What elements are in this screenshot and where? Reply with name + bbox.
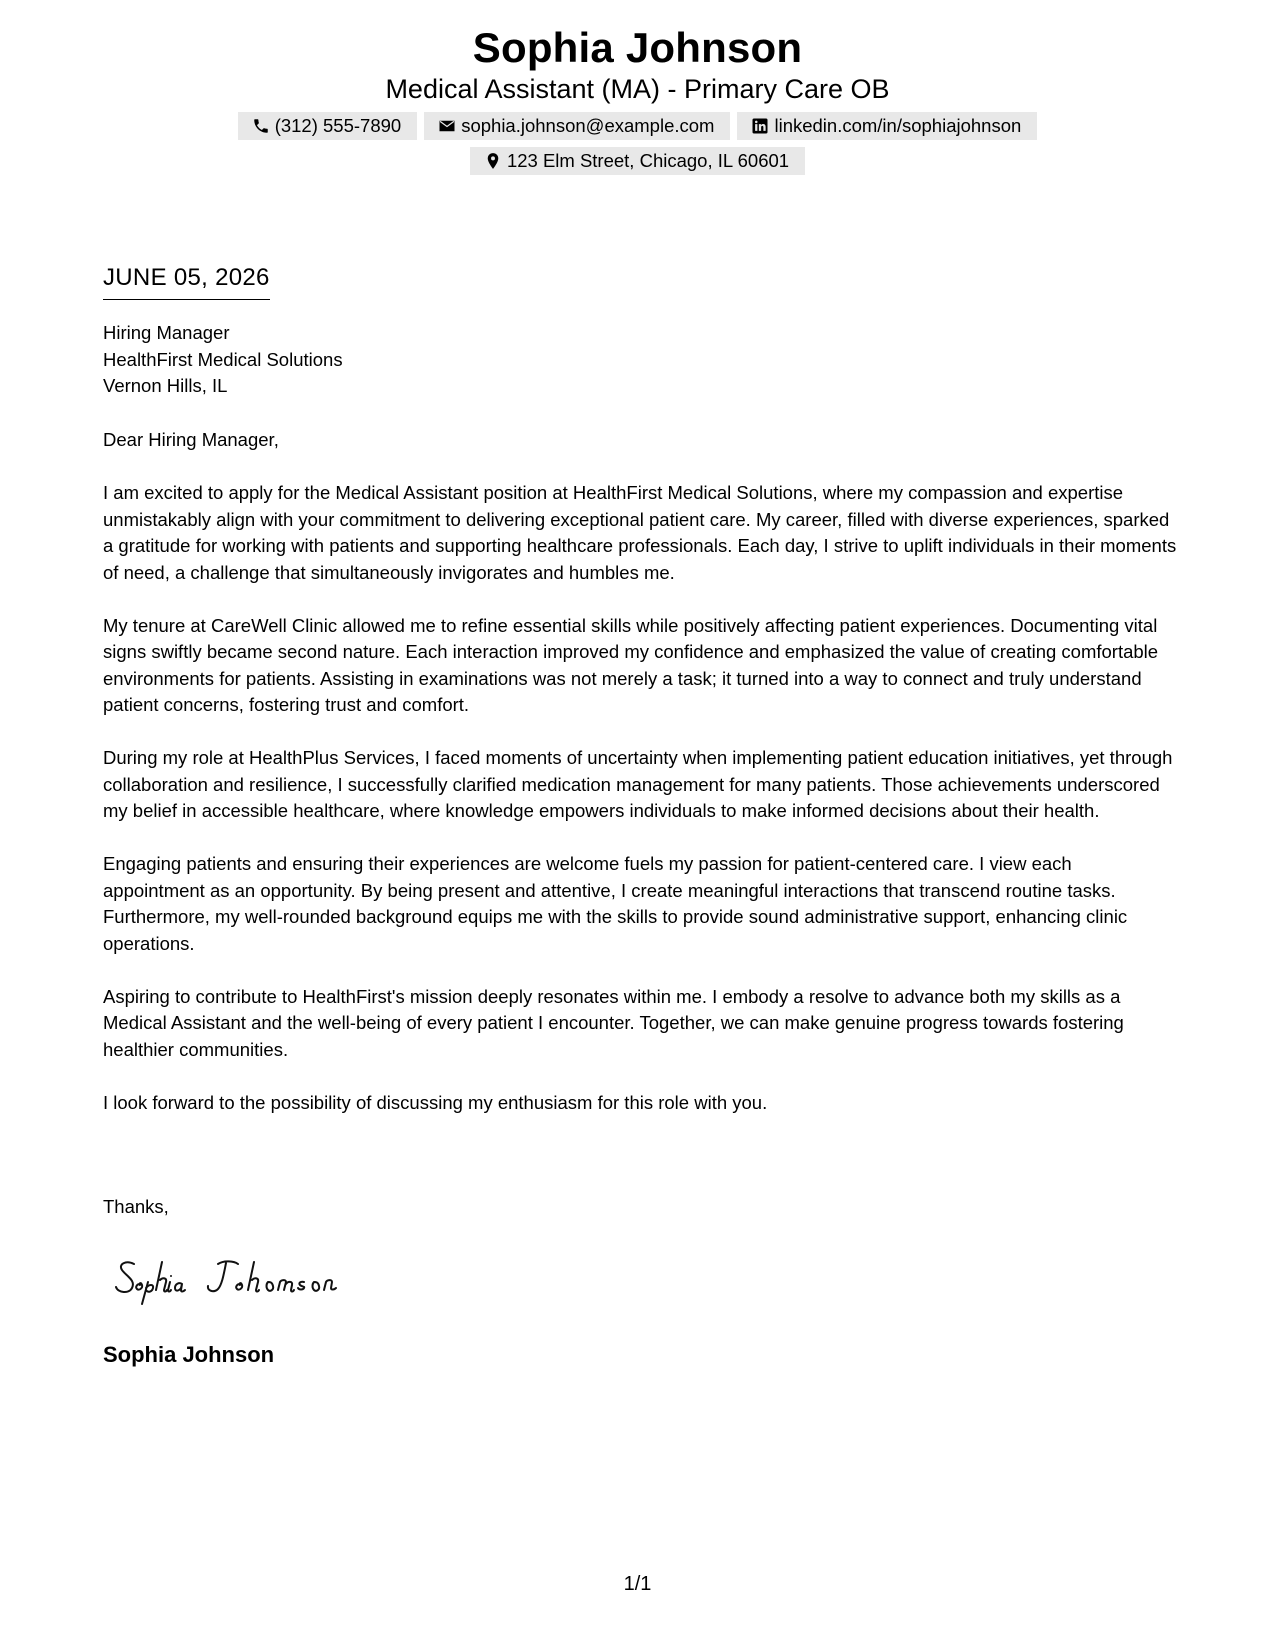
signed-name: Sophia Johnson bbox=[103, 1342, 275, 1367]
applicant-name: Sophia Johnson bbox=[472, 24, 803, 71]
linkedin-url: linkedin.com/in/sophiajohnson bbox=[774, 115, 1022, 136]
salutation: Dear Hiring Manager, bbox=[103, 429, 279, 450]
email-chip[interactable] bbox=[424, 112, 730, 140]
email-address: sophia.johnson@example.com bbox=[461, 115, 715, 136]
phone-number: (312) 555-7890 bbox=[274, 115, 402, 136]
body-paragraph-4: Engaging patients and ensuring their experiences are welcome fuels my passion for patient-centered care. I view each appointment as an opportunity. By being present and attentive, I create meaningful interactions that transcend routine tasks. Furthermore, my well-rounded background equips me with the skills to provide sound administrative support, enhancing clinic operations. bbox=[103, 853, 1128, 954]
phone-chip bbox=[238, 112, 418, 140]
recipient-title: Hiring Manager bbox=[103, 322, 230, 343]
contact-row-1 bbox=[0, 112, 1275, 140]
page-number: 1/1 bbox=[623, 1573, 652, 1595]
closing: Thanks, bbox=[103, 1196, 169, 1217]
recipient-block bbox=[103, 320, 1178, 400]
handwritten-signature bbox=[110, 1244, 360, 1314]
address-chip bbox=[470, 147, 805, 175]
phone-icon bbox=[252, 117, 270, 135]
recipient-company: HealthFirst Medical Solutions bbox=[103, 348, 343, 370]
map-pin-icon bbox=[484, 152, 502, 170]
job-title: Medical Assistant (MA) - Primary Care OB bbox=[385, 74, 890, 104]
body-paragraph-3: During my role at HealthPlus Services, I faced moments of uncertainty when implementing patient education initiatives, yet through collaboration and resilience, I successfully clarified medication management for many patients. Those achievements underscored my belief in accessible healthcare, where knowledge empowers individuals to make informed decisions about their health. bbox=[103, 747, 1173, 821]
letter-header bbox=[0, 22, 1275, 175]
contact-row-2 bbox=[0, 147, 1275, 175]
letter-body bbox=[103, 427, 1178, 1143]
body-paragraph-1: I am excited to apply for the Medical Assistant position at HealthFirst Medical Solutions, where my compassion and expertise unmistakably align with your commitment to delivering exceptional patient care. My career, filled with diverse experiences, sparked a gratitude for working with patients and supporting healthcare professionals. Each day, I strive to uplift individuals in their moments of need, a challenge that simultaneously invigorates and humbles me. bbox=[103, 482, 1177, 583]
body-paragraph-6: I look forward to the possibility of discussing my enthusiasm for this role with you. bbox=[103, 1091, 768, 1113]
letter-date: JUNE 05, 2026 bbox=[103, 262, 270, 300]
linkedin-icon bbox=[751, 117, 769, 135]
envelope-icon bbox=[438, 117, 456, 135]
body-paragraph-5: Aspiring to contribute to HealthFirst's mission deeply resonates within me. I embody a resolve to advance both my skills as a Medical Assistant and the well-being of every patient I encounter. Together, we can make genuine progress towards fostering healthier communities. bbox=[103, 985, 1124, 1060]
recipient-location: Vernon Hills, IL bbox=[103, 375, 228, 396]
linkedin-chip[interactable] bbox=[737, 112, 1037, 140]
body-paragraph-2: My tenure at CareWell Clinic allowed me to refine essential skills while positively affecting patient experiences. Documenting vital signs swiftly became second nature. Each interaction improved my confidence and emphasized the value of creating comfortable environments for patients. Assisting in examinations was not merely a task; it turned into a way to connect and truly understand patient concerns, fostering trust and comfort. bbox=[103, 614, 1159, 715]
street-address: 123 Elm Street, Chicago, IL 60601 bbox=[506, 150, 790, 171]
